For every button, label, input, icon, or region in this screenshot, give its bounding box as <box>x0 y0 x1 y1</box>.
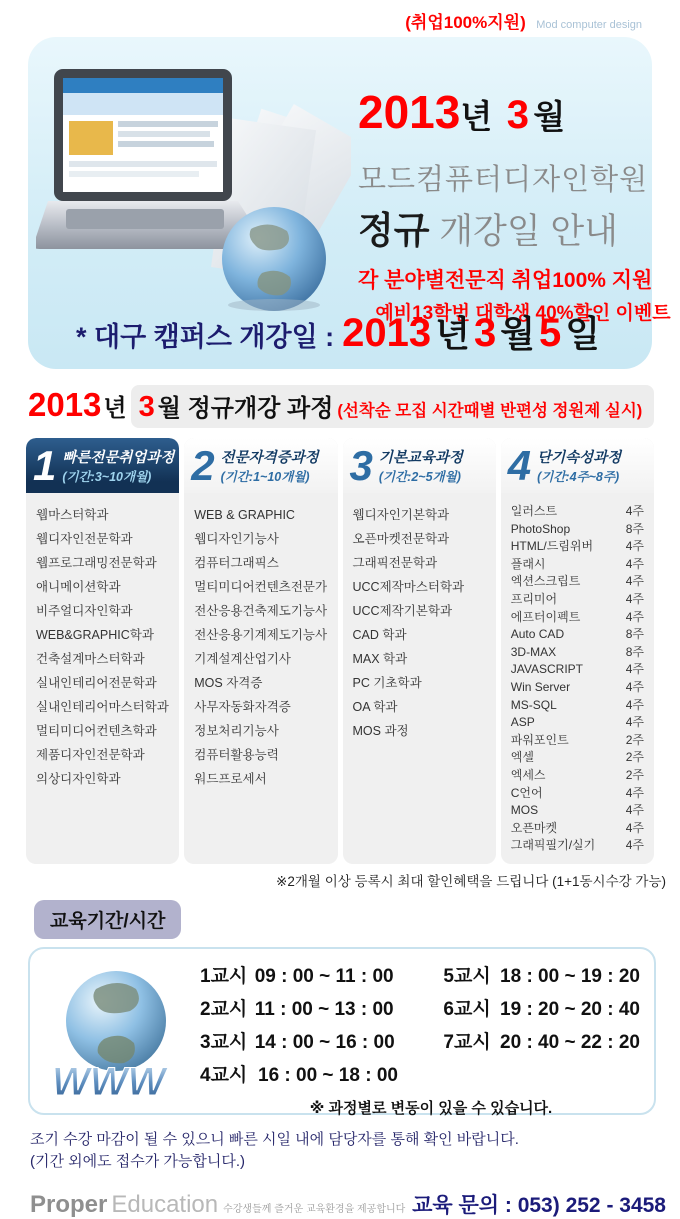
column-2-title: 전문자격증과정 <box>220 450 319 466</box>
course-row <box>511 732 648 750</box>
course-item: UCC제작마스터학과 <box>352 580 465 594</box>
schedule-row <box>200 994 640 1027</box>
period-label: 1교시 <box>200 966 248 987</box>
column-3-period: (기간:2~5개월) <box>378 470 461 484</box>
notice-line-2: (기간 외에도 접수가 가능합니다.) <box>30 1153 246 1170</box>
course-item: 실내인테리어전문학과 <box>36 676 157 690</box>
course-row <box>511 644 648 662</box>
course-item: WEB & GRAPHIC <box>194 508 295 522</box>
period-label: 5교시 <box>443 966 491 987</box>
period-time: 19 : 20 ~ 20 : 40 <box>500 999 640 1020</box>
course-item: 멀티미디어컨텐츠전문가 <box>194 580 328 594</box>
banner-month-suffix: 월 <box>533 98 566 135</box>
course-weeks: 4주 <box>625 504 644 518</box>
regular-label: 정규 <box>358 210 430 251</box>
column-3-number: 3 <box>349 441 373 489</box>
column-certificates <box>184 438 337 864</box>
course-row <box>511 661 648 679</box>
period-label: 6교시 <box>443 999 491 1020</box>
course-name: Win Server <box>510 679 571 694</box>
course-row <box>511 556 648 574</box>
section-pill <box>131 385 655 428</box>
course-row <box>511 521 648 539</box>
course-weeks: 4주 <box>625 574 644 589</box>
column-4-period: (기간:4주~8주) <box>537 470 620 484</box>
column-3-title: 기본교육과정 <box>378 450 463 466</box>
course-weeks: 4주 <box>625 662 644 677</box>
schedule-row <box>200 961 640 994</box>
opening-title <box>358 200 680 254</box>
banner-year: 2013 <box>358 86 461 138</box>
period-time: 09 : 00 ~ 11 : 00 <box>254 966 394 987</box>
column-2-number: 2 <box>191 441 215 489</box>
column-basic-education <box>343 438 496 864</box>
campus-year-suffix: 년 <box>435 313 470 354</box>
course-row <box>511 837 648 855</box>
course-item: 워드프로세서 <box>194 772 267 786</box>
course-item: 건축설계마스터학과 <box>36 652 145 666</box>
course-row <box>511 679 648 697</box>
promo-line-2: 예비13학번 대학생 40%할인 이벤트 <box>375 303 671 324</box>
schedule-row <box>200 1060 640 1093</box>
course-name: HTML/드림위버 <box>510 539 594 554</box>
course-item: MOS 자격증 <box>194 676 263 690</box>
banner-year-suffix: 년 <box>460 98 493 135</box>
course-item: 웹프로그래밍전문학과 <box>36 556 157 570</box>
course-weeks: 4주 <box>625 609 644 624</box>
top-note <box>0 0 680 35</box>
period-time: 16 : 00 ~ 18 : 00 <box>258 1065 398 1086</box>
period-label: 7교시 <box>443 1032 491 1053</box>
course-weeks: 4주 <box>625 697 644 712</box>
schedule-rows <box>200 959 640 1093</box>
course-item: 애니메이션학과 <box>36 580 121 594</box>
period-time: 18 : 00 ~ 19 : 20 <box>500 966 640 987</box>
course-row <box>511 538 648 556</box>
course-weeks: 2주 <box>625 732 644 747</box>
course-item: WEB&GRAPHIC학과 <box>36 628 154 642</box>
column-2-header <box>184 438 337 493</box>
course-item: 멀티미디어컨텐츠학과 <box>36 724 157 738</box>
course-columns <box>26 438 654 864</box>
course-name: PhotoShop <box>510 521 571 536</box>
brand-proper: Proper <box>30 1191 108 1218</box>
course-weeks: 8주 <box>625 627 644 642</box>
promo-line-1: 각 분야별전문직 취업100% 지원 <box>358 269 653 292</box>
period-label: 3교시 <box>200 1032 248 1053</box>
course-item: CAD 학과 <box>352 628 407 642</box>
campus-day: 5 <box>538 311 562 355</box>
brand-education: Education <box>111 1191 219 1218</box>
course-row <box>511 767 648 785</box>
course-item: 제품디자인전문학과 <box>36 748 145 762</box>
schedule-row <box>200 1027 640 1060</box>
course-weeks: 4주 <box>625 556 644 571</box>
course-name: JAVASCRIPT <box>510 662 583 677</box>
schedule-note: ※ 과정별로 변동이 있을 수 있습니다. <box>309 1100 553 1117</box>
course-row <box>511 785 648 803</box>
course-name: 파워포인트 <box>510 732 569 747</box>
section-month: 3 <box>138 391 155 423</box>
opening-label: 개강일 안내 <box>429 212 618 251</box>
course-row <box>511 591 648 609</box>
bottom-notices <box>30 1129 680 1173</box>
course-weeks: 4주 <box>625 679 644 694</box>
column-1-header <box>26 438 179 493</box>
course-item: 비주얼디자인학과 <box>36 604 133 618</box>
schedule-box <box>28 947 656 1115</box>
campus-day-suffix: 일 <box>565 313 600 354</box>
course-item: MAX 학과 <box>352 652 408 666</box>
course-row <box>511 609 648 627</box>
course-weeks: 4주 <box>625 820 644 835</box>
column-1-list <box>26 493 179 791</box>
course-item: 컴퓨터활용능력 <box>194 748 279 762</box>
course-name: 그래픽필기/실기 <box>510 838 596 853</box>
course-row <box>511 820 648 838</box>
banner-text <box>358 85 680 325</box>
footer-brand <box>30 1191 405 1219</box>
course-name: 오픈마켓 <box>510 820 558 835</box>
campus-month-suffix: 월 <box>500 313 535 354</box>
course-name: 엑셀 <box>510 750 534 765</box>
laptop-globe-image <box>36 59 351 319</box>
campus-label: * 대구 캠퍼스 개강일 : <box>76 322 335 352</box>
column-3-list <box>343 493 496 743</box>
course-name: 엑세스 <box>510 767 546 782</box>
course-item: 웹디자인전문학과 <box>36 532 133 546</box>
course-item: 의상디자인학과 <box>36 772 121 786</box>
section-note: (선착순 모집 시간때별 반편성 정원제 실시) <box>337 402 643 420</box>
brand-watermark: Mod computer design <box>536 19 642 31</box>
course-row <box>511 573 648 591</box>
course-item: 정보처리기능사 <box>194 724 279 738</box>
period-time: 20 : 40 ~ 22 : 20 <box>500 1032 640 1053</box>
column-4-list <box>501 493 654 855</box>
course-row <box>511 626 648 644</box>
course-weeks: 2주 <box>625 767 644 782</box>
banner-date <box>358 85 680 139</box>
course-name: C언어 <box>510 785 543 800</box>
course-item: OA 학과 <box>352 700 398 714</box>
course-item: 웹마스터학과 <box>36 508 109 522</box>
course-item: 오픈마켓전문학과 <box>352 532 450 546</box>
svg-text:WWW: WWW <box>52 1060 166 1104</box>
column-1-period: (기간:3~10개월) <box>62 470 152 484</box>
column-short-intensive <box>501 438 654 864</box>
course-name: 에프터이펙트 <box>510 609 581 624</box>
course-item: 그래픽전문학과 <box>352 556 438 570</box>
column-1-number: 1 <box>33 441 57 489</box>
course-name: 플래시 <box>510 556 546 571</box>
course-item: 기계설계산업기사 <box>194 652 291 666</box>
course-name: MOS <box>510 803 539 818</box>
campus-year: 2013 <box>342 311 432 355</box>
column-1-title: 빠른전문취업과정 <box>62 450 175 466</box>
course-row <box>511 749 648 767</box>
academy-name: 모드컴퓨터디자인학원 <box>358 164 649 196</box>
campus-month: 3 <box>473 311 497 355</box>
period-label: 2교시 <box>200 999 248 1020</box>
period-time: 14 : 00 ~ 16 : 00 <box>254 1032 395 1053</box>
course-item: UCC제작기본학과 <box>352 604 453 618</box>
course-item: PC 기초학과 <box>352 676 422 690</box>
section-year-suffix: 년 <box>103 395 127 422</box>
course-item: 전산응용기계제도기능사 <box>194 628 328 642</box>
course-weeks: 2주 <box>625 750 644 765</box>
notice-line-1: 조기 수강 마감이 될 수 있으니 빠른 시일 내에 담당자를 통해 확인 바랍니다. <box>30 1131 519 1148</box>
course-name: 3D-MAX <box>510 644 557 659</box>
banner-month: 3 <box>506 93 529 137</box>
course-name: 엑션스크립트 <box>510 574 581 589</box>
course-weeks: 4주 <box>625 838 644 853</box>
course-item: 사무자동화자격증 <box>194 700 291 714</box>
section-year: 2013 <box>28 386 102 423</box>
campus-opening-date <box>28 306 652 357</box>
course-name: ASP <box>510 715 535 730</box>
column-3-header <box>343 438 496 493</box>
course-name: Auto CAD <box>510 627 565 642</box>
course-item: 실내인테리어마스터학과 <box>36 700 169 714</box>
column-4-title: 단기속성과정 <box>537 450 622 466</box>
column-4-header <box>501 438 654 493</box>
globe-www-image <box>44 959 189 1114</box>
course-row <box>511 503 648 521</box>
section-header <box>28 385 652 428</box>
course-weeks: 8주 <box>625 644 644 659</box>
column-2-period: (기간:1~10개월) <box>220 470 310 484</box>
course-name: 일러스트 <box>510 504 558 518</box>
course-item: MOS 과정 <box>352 724 409 738</box>
footer <box>30 1189 666 1219</box>
course-item: 웹디자인기능사 <box>194 532 279 546</box>
period-time: 11 : 00 ~ 13 : 00 <box>254 999 394 1020</box>
course-name: MS-SQL <box>510 697 557 712</box>
column-2-list <box>184 493 337 791</box>
employment-note: (취업100%지원) <box>405 13 526 32</box>
period-label: 4교시 <box>200 1065 248 1086</box>
main-banner <box>28 37 671 369</box>
course-weeks: 8주 <box>625 521 644 536</box>
course-weeks: 4주 <box>625 591 644 606</box>
course-weeks: 4주 <box>625 539 644 554</box>
schedule-badge: 교육기간/시간 <box>34 900 181 939</box>
column-fast-employment <box>26 438 179 864</box>
course-item: 전산응용건축제도기능사 <box>194 604 328 618</box>
discount-note: ※2개월 이상 등록시 최대 할인혜택을 드립니다 (1+1동시수강 가능) <box>276 874 666 889</box>
course-row <box>511 697 648 715</box>
section-title: 월 정규개강 과정 <box>157 395 334 422</box>
course-weeks: 4주 <box>625 803 644 818</box>
course-name: 프리미어 <box>510 591 558 606</box>
course-row <box>511 714 648 732</box>
course-weeks: 4주 <box>625 785 644 800</box>
course-item: 컴퓨터그래픽스 <box>194 556 279 570</box>
contact-phone: 교육 문의 : 053) 252 - 3458 <box>412 1194 666 1217</box>
brand-tagline: 수강생들께 즐거운 교육환경을 제공합니다 <box>223 1204 406 1215</box>
course-row <box>511 802 648 820</box>
course-weeks: 4주 <box>625 715 644 730</box>
course-item: 웹디자인기본학과 <box>352 508 450 522</box>
column-4-number: 4 <box>507 441 532 489</box>
